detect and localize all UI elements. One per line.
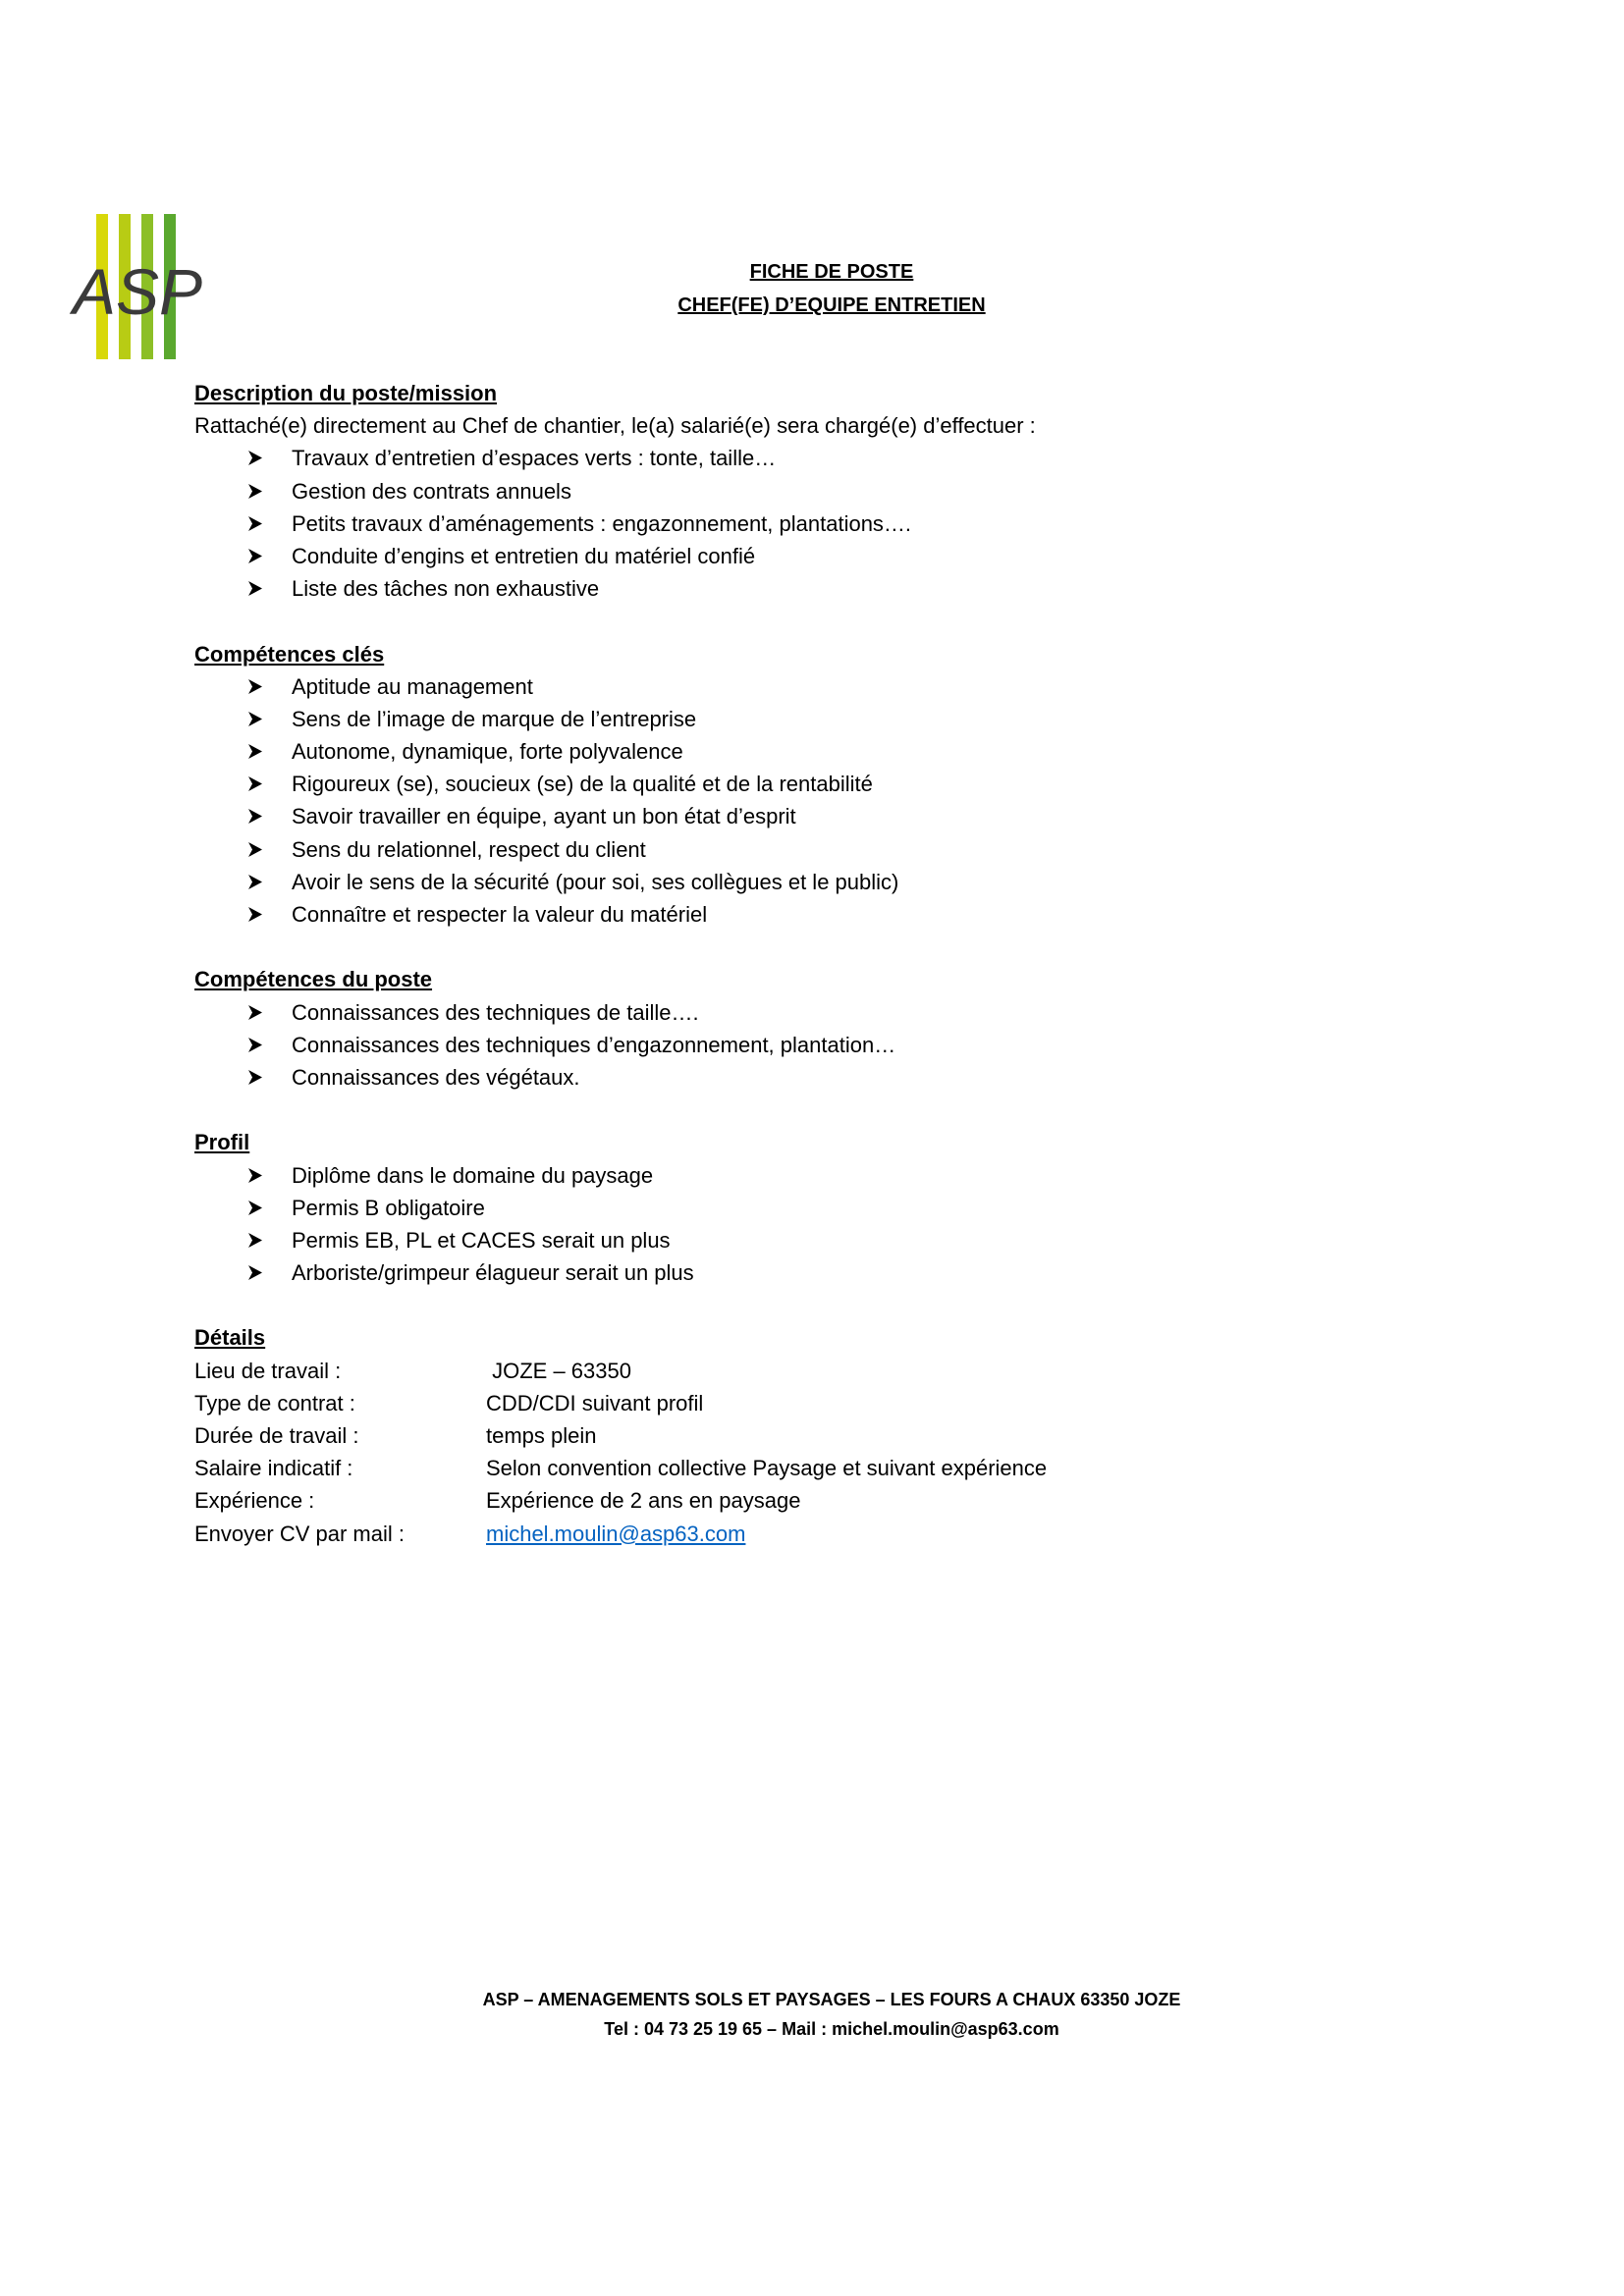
description-heading: Description du poste/mission bbox=[194, 381, 498, 405]
list-item-text: Arboriste/grimpeur élagueur serait un plus bbox=[292, 1260, 694, 1286]
list-item-text: Travaux d’entretien d’espaces verts : tonte, taille… bbox=[292, 446, 777, 471]
detail-label: Salaire indicatif : bbox=[194, 1456, 353, 1481]
title-line-1: FICHE DE POSTE bbox=[749, 261, 914, 283]
list-item-text: Rigoureux (se), soucieux (se) de la qualité et de la rentabilité bbox=[292, 772, 873, 797]
description-intro: Rattaché(e) directement au Chef de chantier, le(a) salarié(e) sera chargé(e) d’effectuer : bbox=[194, 413, 1036, 439]
detail-row bbox=[194, 1452, 1471, 1484]
arrow-bullet-icon bbox=[245, 1061, 267, 1094]
arrow-bullet-icon bbox=[245, 1029, 267, 1061]
details-heading: Détails bbox=[194, 1325, 266, 1351]
detail-value: CDD/CDI suivant profil bbox=[486, 1390, 704, 1415]
arrow-bullet-icon bbox=[245, 800, 267, 832]
list-item-text: Sens du relationnel, respect du client bbox=[292, 836, 646, 862]
arrow-bullet-icon bbox=[245, 507, 267, 540]
list-item-text: Permis EB, PL et CACES serait un plus bbox=[292, 1227, 671, 1253]
document-title bbox=[0, 255, 1624, 322]
detail-label: Durée de travail : bbox=[194, 1423, 359, 1448]
detail-value: Selon convention collective Paysage et suivant expérience bbox=[486, 1456, 1048, 1481]
arrow-bullet-icon bbox=[245, 898, 267, 931]
list-item bbox=[194, 670, 1471, 703]
arrow-bullet-icon bbox=[245, 866, 267, 898]
arrow-bullet-icon bbox=[245, 1159, 267, 1192]
document-body bbox=[194, 377, 1471, 1550]
detail-row bbox=[194, 1355, 1471, 1387]
page-footer bbox=[0, 1985, 1624, 2044]
list-item bbox=[194, 768, 1471, 800]
list-item bbox=[194, 996, 1471, 1029]
arrow-bullet-icon bbox=[245, 996, 267, 1029]
list-item bbox=[194, 507, 1471, 540]
detail-label: Type de contrat : bbox=[194, 1390, 355, 1415]
detail-row bbox=[194, 1518, 1471, 1550]
list-item-text: Avoir le sens de la sécurité (pour soi, ses collègues et le public) bbox=[292, 869, 899, 894]
list-item bbox=[194, 1029, 1471, 1061]
detail-value: JOZE – 63350 bbox=[486, 1358, 631, 1383]
detail-row bbox=[194, 1387, 1471, 1419]
arrow-bullet-icon bbox=[245, 833, 267, 866]
arrow-bullet-icon bbox=[245, 540, 267, 572]
detail-row bbox=[194, 1484, 1471, 1517]
list-item bbox=[194, 800, 1471, 832]
detail-label: Envoyer CV par mail : bbox=[194, 1521, 405, 1546]
email-link[interactable]: michel.moulin@asp63.com bbox=[486, 1521, 746, 1546]
list-item bbox=[194, 1192, 1471, 1224]
list-item-text: Autonome, dynamique, forte polyvalence bbox=[292, 739, 683, 765]
arrow-bullet-icon bbox=[245, 1192, 267, 1224]
detail-value: temps plein bbox=[486, 1423, 597, 1448]
list-item-text: Diplôme dans le domaine du paysage bbox=[292, 1162, 654, 1188]
list-item-text: Savoir travailler en équipe, ayant un bon état d’esprit bbox=[292, 804, 796, 829]
list-item bbox=[194, 1256, 1471, 1289]
list-item-text: Conduite d’engins et entretien du matériel confié bbox=[292, 543, 756, 568]
list-item bbox=[194, 898, 1471, 931]
competences-poste-heading: Compétences du poste bbox=[194, 967, 433, 992]
arrow-bullet-icon bbox=[245, 1256, 267, 1289]
detail-label: Lieu de travail : bbox=[194, 1358, 342, 1383]
arrow-bullet-icon bbox=[245, 475, 267, 507]
list-item-text: Permis B obligatoire bbox=[292, 1195, 485, 1220]
arrow-bullet-icon bbox=[245, 703, 267, 735]
logo-text: ASP bbox=[72, 255, 203, 328]
list-item-text: Connaître et respecter la valeur du matériel bbox=[292, 902, 708, 927]
list-item bbox=[194, 703, 1471, 735]
list-item bbox=[194, 442, 1471, 474]
list-item bbox=[194, 833, 1471, 866]
list-item bbox=[194, 540, 1471, 572]
title-line-2: CHEF(FE) D’EQUIPE ENTRETIEN bbox=[677, 294, 986, 316]
profil-heading: Profil bbox=[194, 1130, 250, 1155]
arrow-bullet-icon bbox=[245, 572, 267, 605]
list-item-text: Petits travaux d’aménagements : engazonnement, plantations…. bbox=[292, 510, 912, 536]
list-item bbox=[194, 572, 1471, 605]
list-item bbox=[194, 866, 1471, 898]
arrow-bullet-icon bbox=[245, 735, 267, 768]
list-item-text: Connaissances des techniques d’engazonnement, plantation… bbox=[292, 1032, 896, 1057]
footer-address: ASP – AMENAGEMENTS SOLS ET PAYSAGES – LES FOURS A CHAUX 63350 JOZE bbox=[482, 1990, 1181, 2009]
list-item-text: Gestion des contrats annuels bbox=[292, 478, 571, 504]
list-item bbox=[194, 475, 1471, 507]
arrow-bullet-icon bbox=[245, 1224, 267, 1256]
detail-row bbox=[194, 1419, 1471, 1452]
detail-value: Expérience de 2 ans en paysage bbox=[486, 1488, 801, 1514]
list-item bbox=[194, 735, 1471, 768]
list-item-text: Liste des tâches non exhaustive bbox=[292, 576, 600, 602]
footer-contact: Tel : 04 73 25 19 65 – Mail : michel.moulin@asp63.com bbox=[604, 2019, 1059, 2039]
detail-label: Expérience : bbox=[194, 1488, 315, 1514]
list-item-text: Connaissances des végétaux. bbox=[292, 1064, 580, 1090]
arrow-bullet-icon bbox=[245, 670, 267, 703]
arrow-bullet-icon bbox=[245, 442, 267, 474]
list-item bbox=[194, 1159, 1471, 1192]
list-item bbox=[194, 1224, 1471, 1256]
list-item-text: Aptitude au management bbox=[292, 673, 533, 699]
list-item-text: Connaissances des techniques de taille…. bbox=[292, 999, 699, 1025]
competences-cles-heading: Compétences clés bbox=[194, 641, 385, 667]
list-item-text: Sens de l’image de marque de l’entreprise bbox=[292, 706, 697, 731]
list-item bbox=[194, 1061, 1471, 1094]
arrow-bullet-icon bbox=[245, 768, 267, 800]
